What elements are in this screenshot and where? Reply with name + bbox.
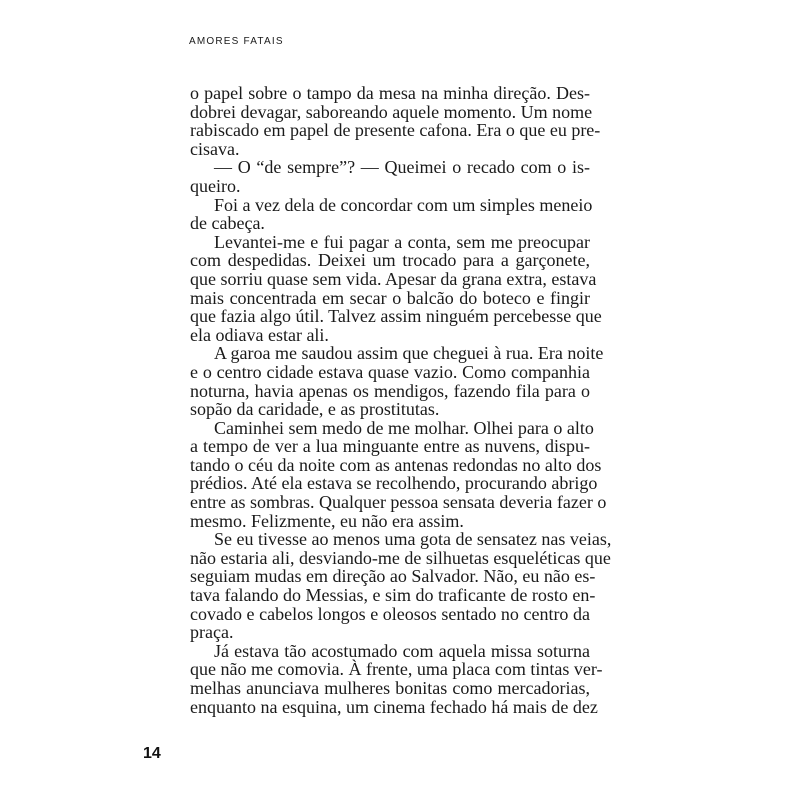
text-line: Levantei-me e fui pagar a conta, sem me preocupar: [214, 231, 590, 252]
text-line: tava falando do Messias, e sim do traficante de rosto en-: [190, 585, 596, 606]
text-line: noturna, havia apenas os mendigos, fazendo fila para o: [190, 380, 590, 401]
text-line: sopão da caridade, e as prostitutas.: [190, 399, 440, 420]
text-line: melhas anunciava mulheres bonitas como mercadorias,: [190, 678, 590, 698]
text-line: enquanto na esquina, um cinema fechado há mais de dez: [190, 696, 598, 717]
text-line: Foi a vez dela de concordar com um simples meneio: [214, 194, 593, 215]
body-text: [190, 83, 612, 717]
text-line: o papel sobre o tampo da mesa na minha direção. Des-: [190, 83, 590, 103]
text-line: cisava.: [190, 138, 240, 159]
text-line: a tempo de ver a lua minguante entre as nuvens, dispu-: [190, 436, 590, 457]
text-line: Já estava tão acostumado com aquela missa soturna: [214, 640, 590, 661]
text-line: com despedidas. Deixei um trocado para a garçonete,: [190, 250, 590, 271]
text-line: que sorriu quase sem vida. Apesar da grana extra, estava: [190, 268, 597, 289]
text-line: dobrei devagar, saboreando aquele momento. Um nome: [190, 101, 593, 122]
text-line: Caminhei sem medo de me molhar. Olhei para o alto: [214, 417, 594, 438]
page-number: 14: [143, 745, 161, 762]
text-line: ela odiava estar ali.: [190, 324, 329, 345]
text-line: mesmo. Felizmente, eu não era assim.: [190, 510, 464, 531]
text-line: e o centro cidade estava quase vazio. Como companhia: [190, 361, 590, 382]
text-line: covado e cabelos longos e oleosos sentado no centro da: [190, 603, 590, 624]
text-line: queiro.: [190, 175, 241, 196]
text-line: de cabeça.: [190, 213, 265, 234]
text-line: que fazia algo útil. Talvez assim ninguém percebesse que: [190, 306, 602, 327]
text-line: não estaria ali, desviando-me de silhuetas esqueléticas que: [190, 547, 611, 568]
text-line: tando o céu da noite com as antenas redondas no alto dos: [190, 454, 602, 475]
running-head-title: AMORES FATAIS: [189, 36, 284, 47]
text-line: rabiscado em papel de presente cafona. Era o que eu pre-: [190, 120, 601, 141]
text-line: que não me comovia. À frente, uma placa com tintas ver-: [190, 659, 603, 680]
text-line: — O “de sempre”? — Queimei o recado com o is-: [214, 157, 590, 178]
text-line: entre as sombras. Qualquer pessoa sensata deveria fazer o: [190, 492, 607, 513]
text-line: praça.: [190, 622, 234, 643]
text-line: Se eu tivesse ao menos uma gota de sensatez nas veias,: [214, 529, 612, 550]
text-line: prédios. Até ela estava se recolhendo, procurando abrigo: [190, 473, 598, 494]
text-line: mais concentrada em secar o balcão do boteco e fingir: [190, 287, 590, 308]
text-line: A garoa me saudou assim que cheguei à rua. Era noite: [214, 343, 604, 364]
text-line: seguiam mudas em direção ao Salvador. Não, eu não es-: [190, 566, 596, 587]
